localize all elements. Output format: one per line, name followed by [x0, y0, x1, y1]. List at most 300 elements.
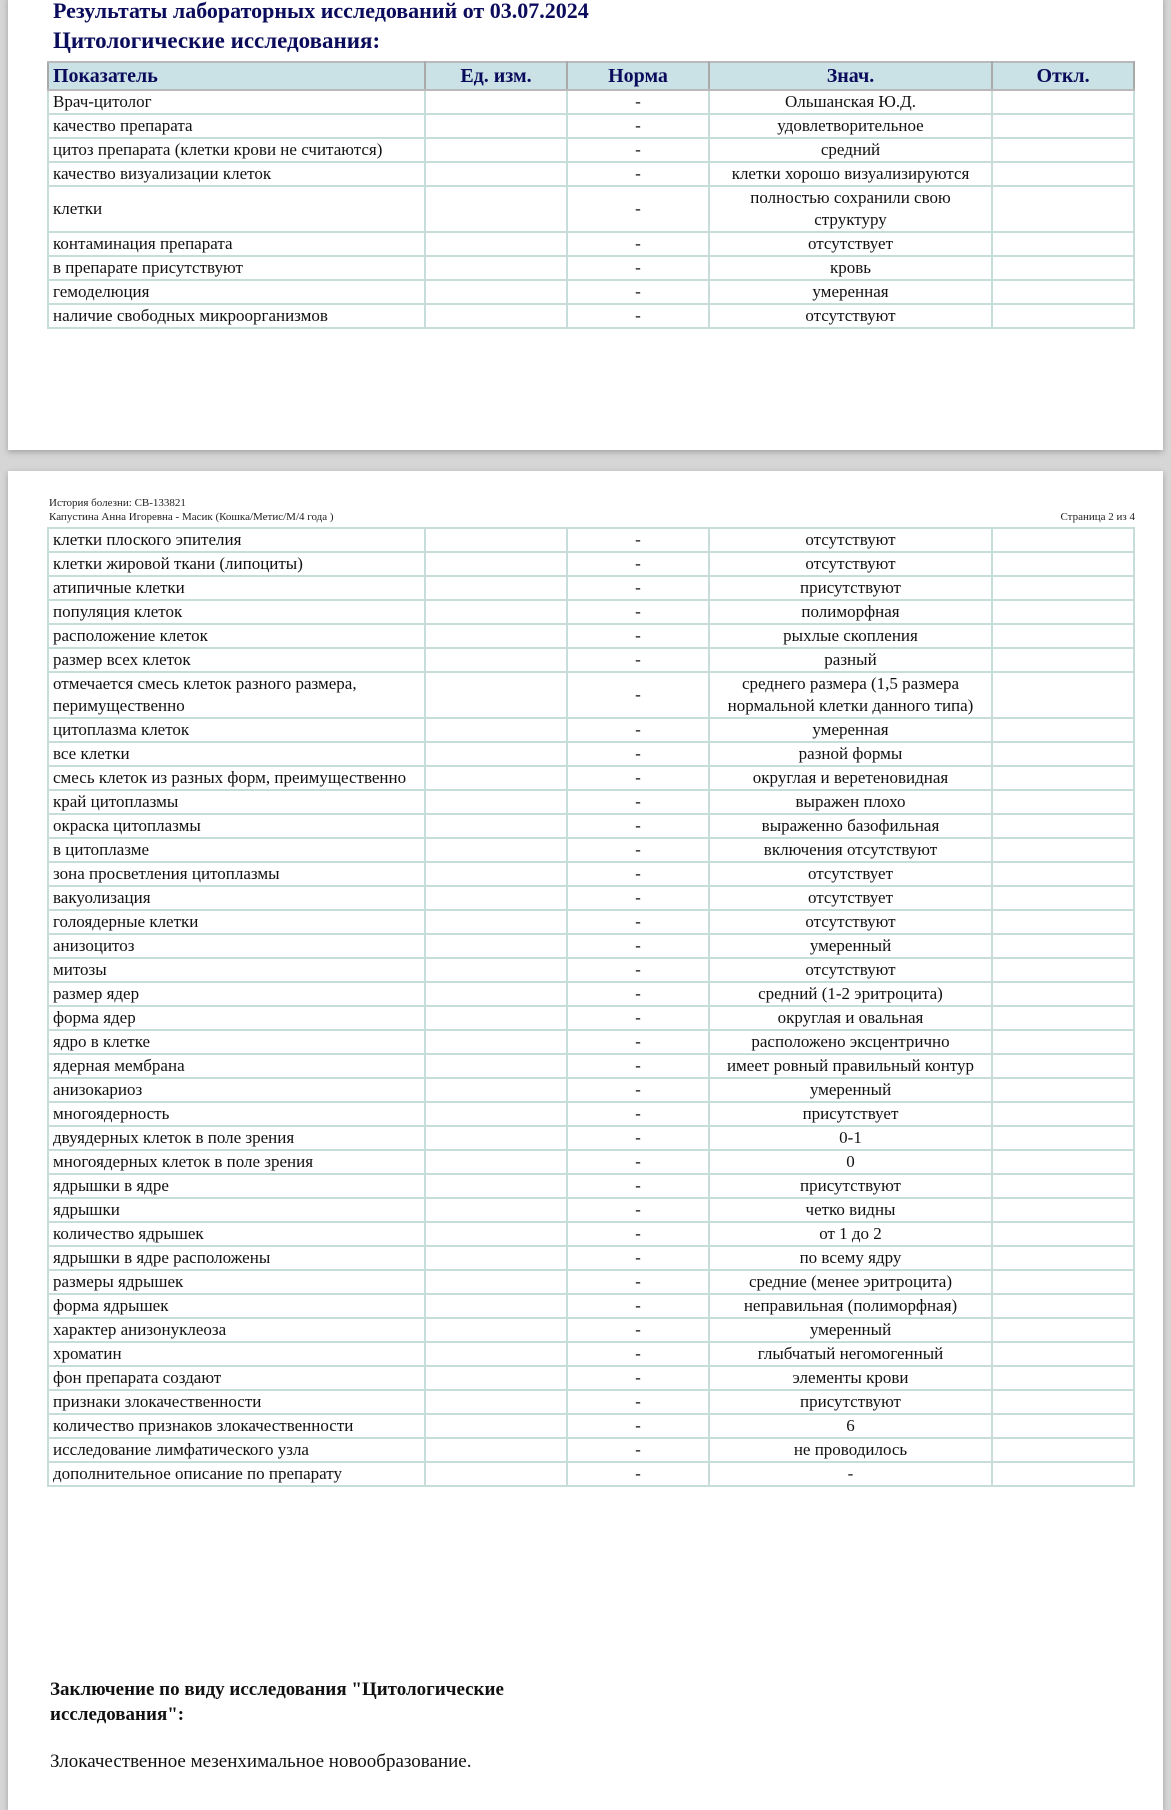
- cell-deviation: [992, 766, 1134, 790]
- table-row: [48, 1414, 1134, 1438]
- cell-value: клетки хорошо визуализируются: [709, 162, 992, 186]
- report-title: Результаты лабораторных исследований от 03.07.2024: [53, 0, 589, 23]
- cell-indicator: наличие свободных микроорганизмов: [48, 304, 425, 328]
- table-row: [48, 1318, 1134, 1342]
- section-title: Цитологические исследования:: [53, 28, 381, 53]
- cell-indicator: многоядерность: [48, 1102, 425, 1126]
- cell-deviation: [992, 1126, 1134, 1150]
- table-row: [48, 1390, 1134, 1414]
- page-2: [8, 471, 1163, 1810]
- table-row: [48, 886, 1134, 910]
- cell-value: выраженно базофильная: [709, 814, 992, 838]
- table-row: [48, 718, 1134, 742]
- table-row: [48, 1270, 1134, 1294]
- cell-norm: -: [567, 1150, 709, 1174]
- cell-value: разный: [709, 648, 992, 672]
- cell-unit: [425, 1414, 567, 1438]
- cell-norm: -: [567, 1222, 709, 1246]
- cell-unit: [425, 718, 567, 742]
- cell-indicator: в препарате присутствуют: [48, 256, 425, 280]
- cell-norm: -: [567, 138, 709, 162]
- results-table-page-1: [47, 61, 1135, 329]
- cell-unit: [425, 1390, 567, 1414]
- cell-value: присутствуют: [709, 1390, 992, 1414]
- cell-indicator: качество визуализации клеток: [48, 162, 425, 186]
- cell-indicator: форма ядер: [48, 1006, 425, 1030]
- cell-unit: [425, 1102, 567, 1126]
- cell-deviation: [992, 910, 1134, 934]
- cell-deviation: [992, 1390, 1134, 1414]
- table-row: [48, 576, 1134, 600]
- table-row: [48, 256, 1134, 280]
- table-row: [48, 600, 1134, 624]
- cell-value: 0: [709, 1150, 992, 1174]
- cell-deviation: [992, 256, 1134, 280]
- cell-deviation: [992, 1174, 1134, 1198]
- cell-norm: -: [567, 528, 709, 552]
- cell-norm: -: [567, 910, 709, 934]
- cell-indicator: исследование лимфатического узла: [48, 1438, 425, 1462]
- cell-unit: [425, 838, 567, 862]
- cell-deviation: [992, 600, 1134, 624]
- cell-indicator: признаки злокачественности: [48, 1390, 425, 1414]
- cell-deviation: [992, 718, 1134, 742]
- cell-deviation: [992, 552, 1134, 576]
- cell-norm: -: [567, 1126, 709, 1150]
- cell-value: неправильная (полиморфная): [709, 1294, 992, 1318]
- cell-value: среднего размера (1,5 размера нормальной клетки данного типа): [709, 672, 992, 718]
- cell-value: умеренный: [709, 1078, 992, 1102]
- conclusion-heading: Заключение по виду исследования "Цитологические исследования":: [50, 1679, 504, 1725]
- cell-unit: [425, 648, 567, 672]
- cell-norm: -: [567, 256, 709, 280]
- table-row: [48, 90, 1134, 114]
- table-row: [48, 1174, 1134, 1198]
- cell-unit: [425, 600, 567, 624]
- table-row: [48, 552, 1134, 576]
- header-indicator: Показатель: [48, 62, 425, 90]
- cell-indicator: митозы: [48, 958, 425, 982]
- cell-norm: -: [567, 1390, 709, 1414]
- cell-deviation: [992, 862, 1134, 886]
- cell-indicator: клетки: [48, 186, 425, 232]
- cell-deviation: [992, 1054, 1134, 1078]
- cell-value: по всему ядру: [709, 1246, 992, 1270]
- cell-unit: [425, 232, 567, 256]
- cell-norm: -: [567, 814, 709, 838]
- table-row: [48, 1006, 1134, 1030]
- cell-indicator: размер всех клеток: [48, 648, 425, 672]
- cell-deviation: [992, 814, 1134, 838]
- cell-deviation: [992, 672, 1134, 718]
- cell-value: расположено эксцентрично: [709, 1030, 992, 1054]
- cell-value: отсутствует: [709, 232, 992, 256]
- cell-value: средний: [709, 138, 992, 162]
- cell-value: отсутствуют: [709, 304, 992, 328]
- cell-deviation: [992, 232, 1134, 256]
- table-row: [48, 1222, 1134, 1246]
- page-number: Страница 2 из 4: [1060, 511, 1135, 523]
- cell-unit: [425, 624, 567, 648]
- table-row: [48, 814, 1134, 838]
- header-norm: Норма: [567, 62, 709, 90]
- cell-value: присутствуют: [709, 1174, 992, 1198]
- cell-unit: [425, 186, 567, 232]
- cell-deviation: [992, 1078, 1134, 1102]
- cell-unit: [425, 552, 567, 576]
- cell-unit: [425, 1150, 567, 1174]
- cell-norm: -: [567, 766, 709, 790]
- cell-indicator: качество препарата: [48, 114, 425, 138]
- cell-value: отсутствует: [709, 886, 992, 910]
- cell-unit: [425, 790, 567, 814]
- table-row: [48, 672, 1134, 718]
- cell-deviation: [992, 280, 1134, 304]
- cell-unit: [425, 256, 567, 280]
- cell-indicator: дополнительное описание по препарату: [48, 1462, 425, 1486]
- table-row: [48, 1030, 1134, 1054]
- results-table-page-2: [47, 527, 1135, 1487]
- cell-deviation: [992, 1462, 1134, 1486]
- cell-deviation: [992, 934, 1134, 958]
- cell-value: четко видны: [709, 1198, 992, 1222]
- cell-norm: -: [567, 304, 709, 328]
- table-row: [48, 838, 1134, 862]
- cell-unit: [425, 910, 567, 934]
- table-row: [48, 304, 1134, 328]
- cell-norm: -: [567, 742, 709, 766]
- cell-unit: [425, 1054, 567, 1078]
- cell-unit: [425, 1318, 567, 1342]
- cell-value: рыхлые скопления: [709, 624, 992, 648]
- cell-deviation: [992, 1438, 1134, 1462]
- cell-norm: -: [567, 1006, 709, 1030]
- cell-unit: [425, 766, 567, 790]
- cell-unit: [425, 982, 567, 1006]
- cell-indicator: характер анизонуклеоза: [48, 1318, 425, 1342]
- cell-norm: -: [567, 982, 709, 1006]
- cell-norm: -: [567, 600, 709, 624]
- cell-value: включения отсутствуют: [709, 838, 992, 862]
- cell-norm: -: [567, 1174, 709, 1198]
- cell-indicator: двуядерных клеток в поле зрения: [48, 1126, 425, 1150]
- cell-norm: -: [567, 1438, 709, 1462]
- table-row: [48, 1342, 1134, 1366]
- cell-indicator: ядрышки: [48, 1198, 425, 1222]
- cell-unit: [425, 1438, 567, 1462]
- cell-unit: [425, 576, 567, 600]
- cell-value: средний (1-2 эритроцита): [709, 982, 992, 1006]
- cell-value: умеренный: [709, 1318, 992, 1342]
- table-row: [48, 648, 1134, 672]
- cell-indicator: Врач-цитолог: [48, 90, 425, 114]
- cell-indicator: вакуолизация: [48, 886, 425, 910]
- conclusion-text: Злокачественное мезенхимальное новообразование.: [50, 1751, 472, 1772]
- cell-deviation: [992, 742, 1134, 766]
- cell-norm: -: [567, 1414, 709, 1438]
- cell-unit: [425, 1126, 567, 1150]
- table-row: [48, 114, 1134, 138]
- cell-deviation: [992, 576, 1134, 600]
- cell-deviation: [992, 1342, 1134, 1366]
- cell-deviation: [992, 1222, 1134, 1246]
- cell-indicator: ядерная мембрана: [48, 1054, 425, 1078]
- table-row: [48, 982, 1134, 1006]
- cell-deviation: [992, 1198, 1134, 1222]
- cell-norm: -: [567, 552, 709, 576]
- cell-deviation: [992, 1270, 1134, 1294]
- cell-value: отсутствуют: [709, 528, 992, 552]
- cell-deviation: [992, 186, 1134, 232]
- cell-unit: [425, 1462, 567, 1486]
- cell-deviation: [992, 886, 1134, 910]
- cell-indicator: окраска цитоплазмы: [48, 814, 425, 838]
- cell-unit: [425, 1006, 567, 1030]
- cell-norm: -: [567, 790, 709, 814]
- cell-norm: -: [567, 862, 709, 886]
- cell-indicator: клетки плоского эпителия: [48, 528, 425, 552]
- cell-deviation: [992, 1150, 1134, 1174]
- cell-norm: -: [567, 958, 709, 982]
- cell-unit: [425, 528, 567, 552]
- cell-deviation: [992, 1318, 1134, 1342]
- cell-value: умеренный: [709, 934, 992, 958]
- cell-value: округлая и овальная: [709, 1006, 992, 1030]
- cell-deviation: [992, 982, 1134, 1006]
- table-row: [48, 624, 1134, 648]
- cell-value: средние (менее эритроцита): [709, 1270, 992, 1294]
- cell-unit: [425, 742, 567, 766]
- cell-norm: -: [567, 576, 709, 600]
- cell-deviation: [992, 90, 1134, 114]
- cell-norm: -: [567, 624, 709, 648]
- cell-value: -: [709, 1462, 992, 1486]
- cell-deviation: [992, 1366, 1134, 1390]
- cell-indicator: клетки жировой ткани (липоциты): [48, 552, 425, 576]
- cell-norm: -: [567, 162, 709, 186]
- cell-deviation: [992, 624, 1134, 648]
- cell-unit: [425, 280, 567, 304]
- cell-indicator: размер ядер: [48, 982, 425, 1006]
- page-1: [8, 0, 1163, 450]
- cell-indicator: многоядерных клеток в поле зрения: [48, 1150, 425, 1174]
- cell-indicator: цитоплазма клеток: [48, 718, 425, 742]
- cell-indicator: ядрышки в ядре: [48, 1174, 425, 1198]
- cell-norm: -: [567, 1270, 709, 1294]
- cell-indicator: атипичные клетки: [48, 576, 425, 600]
- table-row: [48, 1438, 1134, 1462]
- table-row: [48, 1246, 1134, 1270]
- cell-value: имеет ровный правильный контур: [709, 1054, 992, 1078]
- cell-value: не проводилось: [709, 1438, 992, 1462]
- table-row: [48, 934, 1134, 958]
- table-row: [48, 1294, 1134, 1318]
- cell-unit: [425, 1270, 567, 1294]
- cell-indicator: цитоз препарата (клетки крови не считаются): [48, 138, 425, 162]
- patient-info: Капустина Анна Игоревна - Масик (Кошка/Метис/М/4 года ): [49, 511, 334, 523]
- cell-unit: [425, 672, 567, 718]
- cell-deviation: [992, 1006, 1134, 1030]
- cell-deviation: [992, 1246, 1134, 1270]
- cell-indicator: голоядерные клетки: [48, 910, 425, 934]
- cell-unit: [425, 1030, 567, 1054]
- cell-value: отсутствует: [709, 862, 992, 886]
- cell-value: полностью сохранили свою структуру: [709, 186, 992, 232]
- cell-norm: -: [567, 114, 709, 138]
- cell-unit: [425, 814, 567, 838]
- cell-norm: -: [567, 90, 709, 114]
- table-header-row: [48, 62, 1134, 90]
- cell-norm: -: [567, 1246, 709, 1270]
- cell-norm: -: [567, 672, 709, 718]
- table-row: [48, 528, 1134, 552]
- cell-norm: -: [567, 1342, 709, 1366]
- cell-indicator: ядрышки в ядре расположены: [48, 1246, 425, 1270]
- cell-unit: [425, 1294, 567, 1318]
- header-deviation: Откл.: [992, 62, 1134, 90]
- cell-indicator: количество признаков злокачественности: [48, 1414, 425, 1438]
- table-row: [48, 766, 1134, 790]
- cell-indicator: анизоцитоз: [48, 934, 425, 958]
- table-row: [48, 1102, 1134, 1126]
- cell-deviation: [992, 958, 1134, 982]
- cell-indicator: хроматин: [48, 1342, 425, 1366]
- cell-unit: [425, 958, 567, 982]
- cell-norm: -: [567, 1294, 709, 1318]
- cell-value: отсутствуют: [709, 910, 992, 934]
- cell-unit: [425, 934, 567, 958]
- medical-history-id: История болезни: СВ-133821: [49, 497, 186, 509]
- cell-indicator: гемоделюция: [48, 280, 425, 304]
- cell-norm: -: [567, 886, 709, 910]
- cell-norm: -: [567, 1318, 709, 1342]
- cell-indicator: ядро в клетке: [48, 1030, 425, 1054]
- cell-deviation: [992, 114, 1134, 138]
- cell-unit: [425, 1342, 567, 1366]
- cell-deviation: [992, 1030, 1134, 1054]
- cell-unit: [425, 1222, 567, 1246]
- table-row: [48, 162, 1134, 186]
- cell-deviation: [992, 1294, 1134, 1318]
- cell-deviation: [992, 304, 1134, 328]
- cell-value: выражен плохо: [709, 790, 992, 814]
- cell-deviation: [992, 1102, 1134, 1126]
- header-unit: Ед. изм.: [425, 62, 567, 90]
- cell-value: от 1 до 2: [709, 1222, 992, 1246]
- cell-indicator: размеры ядрышек: [48, 1270, 425, 1294]
- cell-deviation: [992, 790, 1134, 814]
- cell-value: глыбчатый негомогенный: [709, 1342, 992, 1366]
- table-row: [48, 1366, 1134, 1390]
- cell-indicator: в цитоплазме: [48, 838, 425, 862]
- cell-norm: -: [567, 1462, 709, 1486]
- cell-indicator: все клетки: [48, 742, 425, 766]
- cell-value: Ольшанская Ю.Д.: [709, 90, 992, 114]
- cell-norm: -: [567, 1078, 709, 1102]
- table-row: [48, 1054, 1134, 1078]
- cell-norm: -: [567, 280, 709, 304]
- cell-indicator: край цитоплазмы: [48, 790, 425, 814]
- cell-unit: [425, 1366, 567, 1390]
- table-row: [48, 742, 1134, 766]
- table-row: [48, 958, 1134, 982]
- cell-value: умеренная: [709, 280, 992, 304]
- cell-unit: [425, 886, 567, 910]
- cell-value: элементы крови: [709, 1366, 992, 1390]
- cell-unit: [425, 162, 567, 186]
- cell-indicator: анизокариоз: [48, 1078, 425, 1102]
- cell-indicator: форма ядрышек: [48, 1294, 425, 1318]
- cell-value: умеренная: [709, 718, 992, 742]
- cell-norm: -: [567, 186, 709, 232]
- cell-norm: -: [567, 232, 709, 256]
- cell-deviation: [992, 838, 1134, 862]
- table-row: [48, 1078, 1134, 1102]
- cell-unit: [425, 1198, 567, 1222]
- table-row: [48, 1462, 1134, 1486]
- cell-indicator: отмечается смесь клеток разного размера, перимущественно: [48, 672, 425, 718]
- cell-norm: -: [567, 1102, 709, 1126]
- cell-unit: [425, 114, 567, 138]
- table-row: [48, 232, 1134, 256]
- table-row: [48, 138, 1134, 162]
- cell-unit: [425, 1174, 567, 1198]
- cell-value: отсутствуют: [709, 552, 992, 576]
- table-row: [48, 280, 1134, 304]
- table-row: [48, 790, 1134, 814]
- cell-value: кровь: [709, 256, 992, 280]
- cell-norm: -: [567, 648, 709, 672]
- cell-deviation: [992, 528, 1134, 552]
- cell-value: присутствуют: [709, 576, 992, 600]
- cell-deviation: [992, 162, 1134, 186]
- cell-value: отсутствуют: [709, 958, 992, 982]
- cell-indicator: расположение клеток: [48, 624, 425, 648]
- cell-indicator: контаминация препарата: [48, 232, 425, 256]
- cell-unit: [425, 138, 567, 162]
- cell-indicator: количество ядрышек: [48, 1222, 425, 1246]
- table-row: [48, 1150, 1134, 1174]
- cell-value: полиморфная: [709, 600, 992, 624]
- cell-unit: [425, 1078, 567, 1102]
- cell-value: 6: [709, 1414, 992, 1438]
- table-row: [48, 1198, 1134, 1222]
- cell-unit: [425, 1246, 567, 1270]
- cell-norm: -: [567, 718, 709, 742]
- cell-deviation: [992, 648, 1134, 672]
- table-row: [48, 186, 1134, 232]
- cell-value: 0-1: [709, 1126, 992, 1150]
- table-row: [48, 1126, 1134, 1150]
- cell-norm: -: [567, 934, 709, 958]
- cell-norm: -: [567, 838, 709, 862]
- cell-value: присутствует: [709, 1102, 992, 1126]
- cell-indicator: зона просветления цитоплазмы: [48, 862, 425, 886]
- cell-norm: -: [567, 1054, 709, 1078]
- table-row: [48, 862, 1134, 886]
- cell-indicator: популяция клеток: [48, 600, 425, 624]
- cell-deviation: [992, 138, 1134, 162]
- cell-norm: -: [567, 1366, 709, 1390]
- cell-deviation: [992, 1414, 1134, 1438]
- cell-unit: [425, 90, 567, 114]
- cell-value: округлая и веретеновидная: [709, 766, 992, 790]
- cell-value: удовлетворительное: [709, 114, 992, 138]
- cell-indicator: смесь клеток из разных форм, преимущественно: [48, 766, 425, 790]
- cell-norm: -: [567, 1198, 709, 1222]
- cell-unit: [425, 304, 567, 328]
- cell-value: разной формы: [709, 742, 992, 766]
